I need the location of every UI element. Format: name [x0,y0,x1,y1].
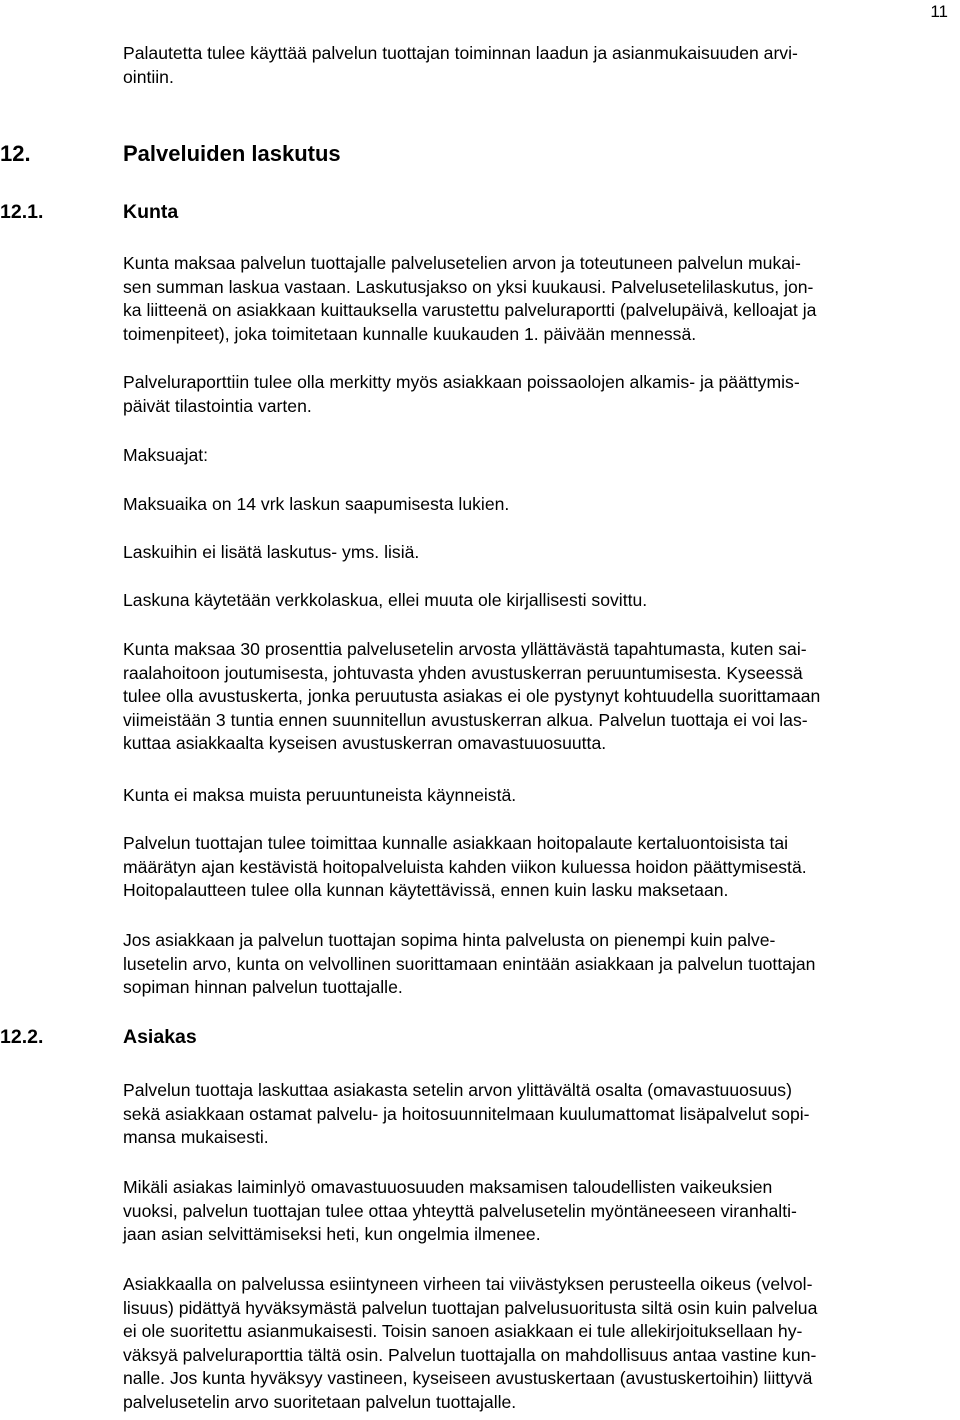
paragraph-line: sen summan laskua vastaan. Laskutusjakso on yksi kuukausi. Palvelusetelilaskutus, jon- [123,276,814,297]
subsection-number: 12.2. [0,1026,44,1048]
paragraph-line: väksyä palveluraporttia tältä osin. Palvelun tuottajalla on mahdollisuus antaa vastine kun- [123,1344,817,1365]
section-title: Palveluiden laskutus [123,141,341,166]
paragraph-line: Kunta maksaa palvelun tuottajalle palvelusetelien arvon ja toteutuneen palvelun mukai- [123,253,801,273]
price-paragraph [123,929,958,1000]
intro-paragraph [123,42,958,89]
defect-paragraph [123,1273,958,1414]
report-paragraph [123,371,958,418]
paragraph-line: raalahoitoon joutumisesta, johtuvasta yhden avustuskerran peruuntumisesta. Kyseessä [123,662,803,683]
paragraph-line: lisuus) pidättyä hyväksymästä palvelun tuottajan palvelusuoritusta siltä osin kuin palvelua [123,1297,818,1318]
paragraph-line: Palautetta tulee käyttää palvelun tuottajan toiminnan laadun ja asianmukaisuuden arvi- [123,43,798,63]
paragraph-line: tulee olla avustuskerta, jonka peruutusta asiakas ei ole pystynyt kohtuudella suorittamaan [123,686,821,706]
paragraph-line: Asiakkaalla on palvelussa esiintyneen virheen tai viivästyksen perusteella oikeus (velvol- [123,1274,813,1294]
paragraph-line: määrätyn ajan kestävistä hoitopalveluista kahden viikon kuluessa hoidon päättymisestä. [123,856,807,877]
paragraph-line: Jos asiakkaan ja palvelun tuottajan sopima hinta palvelusta on pienempi kuin palve- [123,930,776,950]
page-number: 11 [930,2,948,21]
billing-paragraph [123,252,958,346]
paragraph-line: Laskuihin ei lisätä laskutus- yms. lisiä. [123,542,420,562]
paragraph-line: Kunta ei maksa muista peruuntuneista käynneistä. [123,785,517,805]
paragraph-line: Maksuajat: [123,445,209,465]
payment-term-paragraph [123,493,958,517]
paragraph-line: nalle. Jos kunta hyväksyy vastineen, kyseiseen avustuskertaan (avustuskertoihin) liittyvä [123,1368,813,1388]
einvoice-paragraph [123,589,958,613]
paragraph-line: Palveluraporttiin tulee olla merkitty myös asiakkaan poissaolojen alkamis- ja päättymis- [123,372,800,392]
payment-terms-label [123,444,958,468]
paragraph-line: mansa mukaisesti. [123,1127,269,1147]
paragraph-line: sopiman hinnan palvelun tuottajalle. [123,977,403,997]
paragraph-line: päivät tilastointia varten. [123,395,312,416]
paragraph-line: Kunta maksaa 30 prosenttia palvelusetelin arvosta yllättävästä tapahtumasta, kuten sai- [123,639,807,659]
paragraph-line: kuttaa asiakkaalta kyseisen avustuskerran omavastuuosuutta. [123,733,607,753]
paragraph-line: jaan asian selvittämiseksi heti, kun ongelmia ilmenee. [123,1224,541,1244]
subsection-title: Asiakas [123,1026,197,1048]
cancellation-paragraph [123,638,958,756]
no-fees-paragraph [123,541,958,565]
paragraph-line: vuoksi, palvelun tuottajan tulee ottaa yhteyttä palvelusetelin myöntäneeseen viranhalti- [123,1200,797,1221]
no-payment-paragraph [123,784,958,808]
paragraph-line: palvelusetelin arvo suoritetaan palvelun tuottajalle. [123,1391,517,1412]
neglect-paragraph [123,1176,958,1247]
paragraph-line: Palvelun tuottaja laskuttaa asiakasta setelin arvon ylittävältä osalta (omavastuuosuus) [123,1080,792,1100]
paragraph-line: ei ole suoritettu asianmukaisesti. Toisin sanoen asiakkaan ei tule allekirjoituksellaan hy- [123,1321,803,1341]
paragraph-line: Laskuna käytetään verkkolaskua, ellei muuta ole kirjallisesti sovittu. [123,590,648,610]
subsection-title: Kunta [123,201,179,223]
paragraph-line: Mikäli asiakas laiminlyö omavastuuosuuden maksamisen taloudellisten vaikeuksien [123,1177,773,1197]
paragraph-line: toimenpiteet), joka toimitetaan kunnalle kuukauden 1. päivään mennessä. [123,323,697,344]
paragraph-line: viimeistään 3 tuntia ennen suunnitellun avustuskerran alkua. Palvelun tuottaja ei voi las- [123,709,808,730]
paragraph-line: sekä asiakkaan ostamat palvelu- ja hoitosuunnitelmaan kuulumattomat lisäpalvelut sopi- [123,1103,810,1124]
section-number: 12. [0,141,31,166]
paragraph-line: Maksuaika on 14 vrk laskun saapumisesta lukien. [123,494,510,514]
paragraph-line: ointiin. [123,66,174,87]
care-feedback-paragraph [123,832,958,903]
paragraph-line: Hoitopalautteen tulee olla kunnan käytettävissä, ennen kuin lasku maksetaan. [123,880,729,900]
paragraph-line: lusetelin arvo, kunta on velvollinen suorittamaan enintään asiakkaan ja palvelun tuottajan [123,953,816,974]
paragraph-line: Palvelun tuottajan tulee toimittaa kunnalle asiakkaan hoitopalaute kertaluontoisista tai [123,833,789,853]
client-billing-paragraph [123,1079,958,1150]
subsection-number: 12.1. [0,201,44,223]
paragraph-line: ka liitteenä on asiakkaan kuittauksella varustettu palveluraportti (palvelupäivä, kelloajat ja [123,300,817,320]
